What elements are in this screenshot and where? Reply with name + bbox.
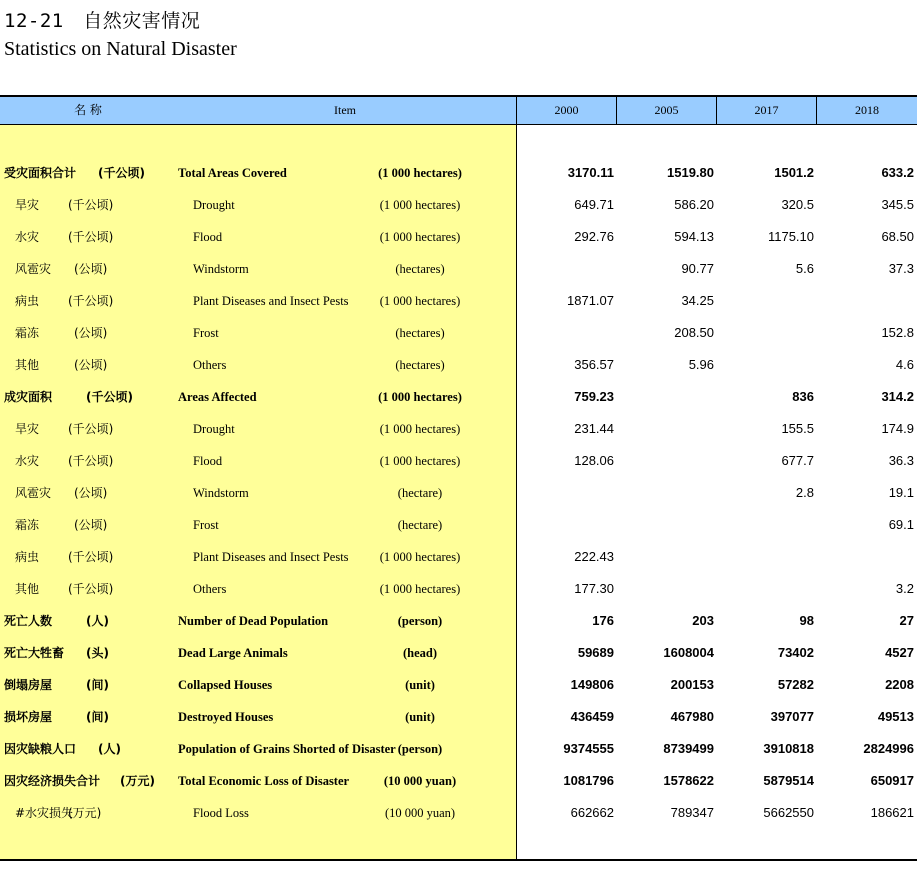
row-unit-en: (person) — [397, 614, 443, 628]
row-label-cn: 风雹灾 — [15, 262, 52, 276]
table-row — [0, 509, 917, 541]
value-cell: 4.6 — [895, 357, 914, 372]
row-label-cn: 霜冻 — [15, 326, 40, 340]
value-cell: 59689 — [577, 645, 614, 660]
value-cell: 152.8 — [881, 325, 914, 340]
row-label-cn: 水灾 — [15, 230, 40, 244]
bottom-rule — [0, 859, 917, 861]
value-cell: 69.1 — [888, 517, 914, 532]
row-label-cn: 损坏房屋 — [4, 710, 53, 724]
value-cell: 594.13 — [674, 229, 714, 244]
row-unit-en: (person) — [397, 742, 443, 756]
row-label-cn: #水灾损失 — [15, 806, 74, 820]
value-cell: 1578622 — [663, 773, 714, 788]
value-cell: 1081796 — [563, 773, 614, 788]
header-year: 2017 — [754, 103, 779, 117]
value-cell: 397077 — [770, 709, 814, 724]
table-row — [0, 317, 917, 349]
row-unit-cn: (间) — [86, 710, 109, 724]
table-row — [0, 733, 917, 765]
table-row — [0, 445, 917, 477]
row-unit-cn: (千公顷) — [68, 582, 114, 596]
row-label-cn: 风雹灾 — [15, 486, 52, 500]
value-cell — [618, 573, 714, 605]
row-label-en: Drought — [193, 422, 235, 436]
value-cell: 203 — [692, 613, 714, 628]
row-unit-cn: (人) — [86, 614, 109, 628]
row-label-en: Windstorm — [193, 486, 249, 500]
value-cell: 356.57 — [574, 357, 614, 372]
value-cell: 677.7 — [781, 453, 814, 468]
table-row — [0, 221, 917, 253]
row-unit-en: (10 000 yuan) — [384, 806, 456, 820]
value-cell: 5.96 — [688, 357, 714, 372]
value-cell: 98 — [799, 613, 814, 628]
row-label-cn: 因灾经济损失合计 — [4, 774, 101, 788]
value-cell — [718, 573, 814, 605]
row-label-en: Drought — [193, 198, 235, 212]
row-unit-cn: (公顷) — [74, 262, 108, 276]
table-row — [0, 573, 917, 605]
value-cell: 2208 — [885, 677, 914, 692]
row-label-en: Plant Diseases and Insect Pests — [193, 294, 349, 308]
value-cell: 2.8 — [795, 485, 814, 500]
value-cell: 37.3 — [888, 261, 914, 276]
value-cell — [618, 381, 714, 413]
value-cell: 34.25 — [681, 293, 714, 308]
row-label-en: Flood — [193, 230, 223, 244]
header-year: 2018 — [855, 103, 879, 117]
row-unit-en: (1 000 hectares) — [379, 422, 461, 436]
row-unit-en: (hectares) — [395, 262, 445, 276]
row-label-en: Total Areas Covered — [178, 166, 287, 180]
value-cell: 759.23 — [574, 389, 614, 404]
value-cell: 1871.07 — [567, 293, 614, 308]
value-cell: 3.2 — [895, 581, 914, 596]
row-label-cn: 受灾面积合计 — [4, 166, 77, 180]
row-label-en: Windstorm — [193, 262, 249, 276]
row-label-en: Collapsed Houses — [178, 678, 273, 692]
value-cell: 314.2 — [881, 389, 914, 404]
table-row — [0, 381, 917, 413]
row-unit-en: (1 000 hectares) — [379, 550, 461, 564]
header-name-cn: 名 称 — [74, 103, 102, 117]
value-cell — [518, 509, 614, 541]
row-unit-en: (1 000 hectares) — [378, 166, 462, 180]
table-row — [0, 253, 917, 285]
table-title-chinese: 12-21 自然灾害情况 — [4, 10, 201, 32]
value-cell — [518, 317, 614, 349]
row-unit-en: (10 000 yuan) — [383, 774, 457, 788]
row-label-cn: 旱灾 — [15, 198, 40, 212]
value-cell — [718, 349, 814, 381]
value-cell: 49513 — [877, 709, 914, 724]
row-unit-cn: (公顷) — [74, 486, 108, 500]
table-row — [0, 349, 917, 381]
value-cell: 3170.11 — [567, 165, 614, 180]
row-unit-cn: (人) — [98, 742, 121, 756]
value-cell: 5879514 — [763, 773, 814, 788]
row-unit-cn: (间) — [86, 678, 109, 692]
value-cell: 177.30 — [574, 581, 614, 596]
row-unit-cn: (公顷) — [74, 518, 108, 532]
header-year: 2005 — [654, 103, 679, 117]
value-cell: 345.5 — [881, 197, 914, 212]
row-unit-cn: (千公顷) — [86, 390, 133, 404]
row-label-cn: 病虫 — [15, 294, 40, 308]
value-cell: 4527 — [885, 645, 914, 660]
value-cell: 176 — [592, 613, 614, 628]
value-cell: 633.2 — [881, 165, 914, 180]
value-cell: 149806 — [570, 677, 614, 692]
row-unit-en: (unit) — [405, 710, 435, 724]
row-unit-en: (hectare) — [397, 486, 443, 500]
row-unit-en: (1 000 hectares) — [379, 198, 461, 212]
value-cell: 73402 — [777, 645, 814, 660]
value-cell: 68.50 — [881, 229, 914, 244]
value-cell — [718, 285, 814, 317]
header-rule — [0, 124, 917, 125]
row-label-cn: 水灾 — [15, 454, 40, 468]
table-row — [0, 701, 917, 733]
value-cell — [818, 285, 914, 317]
row-unit-en: (hectares) — [395, 358, 445, 372]
row-unit-cn: (公顷) — [74, 326, 108, 340]
header-item: Item — [334, 103, 356, 117]
row-label-en: Flood — [193, 454, 223, 468]
row-label-cn: 因灾缺粮人口 — [4, 742, 77, 756]
value-cell: 1175.10 — [767, 229, 814, 244]
row-label-en: Population of Grains Shorted of Disaster — [178, 742, 396, 756]
value-cell — [718, 317, 814, 349]
row-label-en: Plant Diseases and Insect Pests — [193, 550, 349, 564]
value-cell — [718, 509, 814, 541]
table-row — [0, 189, 917, 221]
value-cell: 9374555 — [563, 741, 614, 756]
row-unit-en: (1 000 hectares) — [378, 390, 462, 404]
value-cell: 200153 — [670, 677, 714, 692]
value-cell: 1608004 — [663, 645, 714, 660]
value-cell: 292.76 — [574, 229, 614, 244]
value-cell — [618, 445, 714, 477]
value-cell: 1519.80 — [667, 165, 714, 180]
value-cell: 36.3 — [888, 453, 914, 468]
row-label-en: Destroyed Houses — [178, 710, 274, 724]
value-cell — [618, 413, 714, 445]
row-unit-en: (unit) — [405, 678, 435, 692]
value-cell: 8739499 — [663, 741, 714, 756]
table-row — [0, 637, 917, 669]
row-unit-cn: (千公顷) — [98, 166, 145, 180]
row-label-cn: 旱灾 — [15, 422, 40, 436]
row-unit-cn: (千公顷) — [68, 422, 114, 436]
value-cell: 5662550 — [763, 805, 814, 820]
row-unit-cn: (千公顷) — [68, 230, 114, 244]
row-unit-en: (1 000 hectares) — [379, 454, 461, 468]
value-cell — [718, 541, 814, 573]
value-cell — [618, 509, 714, 541]
row-label-en: Dead Large Animals — [178, 646, 288, 660]
row-label-cn: 成灾面积 — [4, 390, 53, 404]
row-label-en: Total Economic Loss of Disaster — [178, 774, 350, 788]
row-unit-en: (1 000 hectares) — [379, 230, 461, 244]
table-row — [0, 669, 917, 701]
value-cell: 436459 — [570, 709, 614, 724]
row-unit-cn: (公顷) — [74, 358, 108, 372]
row-unit-cn: (万元) — [68, 806, 102, 820]
row-unit-en: (hectares) — [395, 326, 445, 340]
value-cell: 208.50 — [674, 325, 714, 340]
row-label-en: Others — [193, 358, 227, 372]
row-label-en: Areas Affected — [178, 390, 257, 404]
value-cell: 3910818 — [763, 741, 814, 756]
row-unit-cn: (万元) — [120, 774, 155, 788]
table-row — [0, 797, 917, 829]
value-cell — [518, 253, 614, 285]
row-label-cn: 其他 — [15, 358, 40, 372]
row-unit-cn: (千公顷) — [68, 454, 114, 468]
value-cell: 467980 — [670, 709, 714, 724]
value-cell: 27 — [899, 613, 914, 628]
row-label-en: Frost — [193, 518, 219, 532]
value-cell: 320.5 — [781, 197, 814, 212]
table-row — [0, 285, 917, 317]
value-cell: 836 — [792, 389, 814, 404]
value-cell: 1501.2 — [774, 165, 814, 180]
value-cell: 222.43 — [574, 549, 614, 564]
value-cell: 649.71 — [574, 197, 614, 212]
table-title-english: Statistics on Natural Disaster — [4, 38, 237, 60]
table-row — [0, 765, 917, 797]
value-cell: 662662 — [570, 805, 614, 820]
table-row — [0, 157, 917, 189]
row-unit-cn: (千公顷) — [68, 294, 114, 308]
value-cell — [618, 541, 714, 573]
row-label-en: Frost — [193, 326, 219, 340]
row-unit-cn: (头) — [86, 646, 109, 660]
value-cell: 155.5 — [781, 421, 814, 436]
value-cell: 128.06 — [574, 453, 614, 468]
row-label-cn: 其他 — [15, 582, 40, 596]
value-cell — [518, 477, 614, 509]
row-unit-cn: (千公顷) — [68, 198, 114, 212]
value-cell: 231.44 — [574, 421, 614, 436]
value-cell: 5.6 — [795, 261, 814, 276]
row-label-cn: 死亡人数 — [4, 614, 53, 628]
row-label-en: Others — [193, 582, 227, 596]
value-cell: 789347 — [670, 805, 714, 820]
value-cell: 2824996 — [863, 741, 914, 756]
value-cell: 19.1 — [888, 485, 914, 500]
row-unit-en: (head) — [402, 646, 438, 660]
table-row — [0, 413, 917, 445]
row-label-cn: 病虫 — [15, 550, 40, 564]
row-unit-en: (hectare) — [397, 518, 443, 532]
value-cell: 57282 — [777, 677, 814, 692]
header-year: 2000 — [554, 103, 579, 117]
value-cell — [818, 541, 914, 573]
value-cell: 90.77 — [681, 261, 714, 276]
row-unit-cn: (千公顷) — [68, 550, 114, 564]
value-cell: 186621 — [870, 805, 914, 820]
row-label-cn: 霜冻 — [15, 518, 40, 532]
value-cell: 650917 — [870, 773, 914, 788]
row-label-cn: 倒塌房屋 — [4, 678, 53, 692]
row-unit-en: (1 000 hectares) — [379, 582, 461, 596]
row-unit-en: (1 000 hectares) — [379, 294, 461, 308]
value-cell — [618, 477, 714, 509]
value-cell: 174.9 — [881, 421, 914, 436]
table-row — [0, 541, 917, 573]
value-cell: 586.20 — [674, 197, 714, 212]
table-row — [0, 605, 917, 637]
row-label-en: Flood Loss — [193, 806, 249, 820]
row-label-cn: 死亡大牲畜 — [4, 646, 65, 660]
table-row — [0, 477, 917, 509]
row-label-en: Number of Dead Population — [178, 614, 329, 628]
